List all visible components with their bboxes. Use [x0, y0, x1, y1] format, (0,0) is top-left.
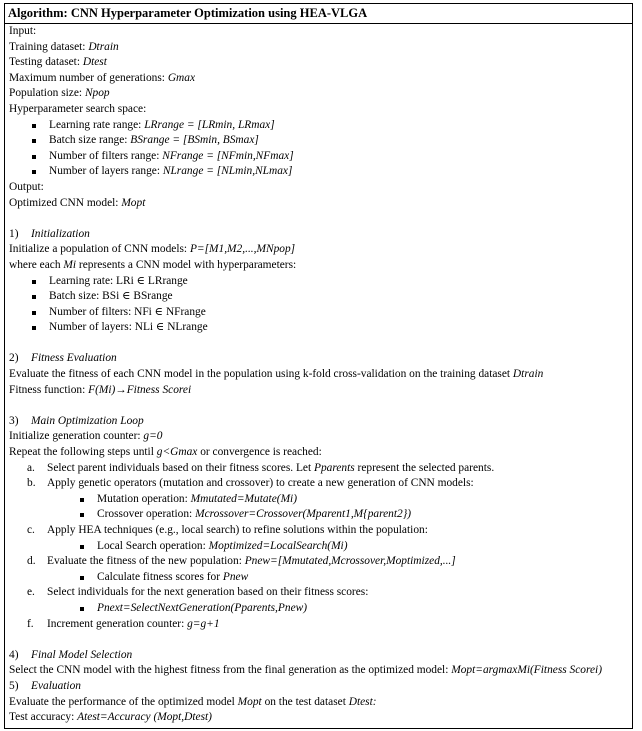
step-f: f. Increment generation counter: g=g+1: [27, 617, 220, 630]
step-b-mutation: Mutation operation: Mmutated=Mutate(Mi): [9, 492, 629, 508]
init-population: Initialize a population of CNN models: P=[M1,M2,...,MNpop]: [9, 243, 296, 256]
final-evaluation: Evaluate the performance of the optimized model Mopt on the test dataset Dtest:: [9, 695, 377, 708]
section-1-heading: 1) Initialization: [9, 227, 90, 240]
section-2-heading: 2) Fitness Evaluation: [9, 352, 117, 365]
output-label: Output:: [9, 180, 44, 193]
step-d-calculate: Calculate fitness scores for Pnew: [9, 570, 629, 586]
step-e: e. Select individuals for the next generation based on their fitness scores:: [27, 586, 369, 599]
range-batch-size: Batch size range: BSrange = [BSmin, BSmax]: [9, 133, 629, 149]
step-e-select-next: Pnext=SelectNextGeneration(Pparents,Pnew): [9, 601, 629, 617]
param-filters: Number of filters: NFi ∈ NFrange: [9, 305, 629, 321]
param-learning-rate: Learning rate: LRi ∈ LRrange: [9, 274, 629, 290]
init-where: where each Mi represents a CNN model with hyperparameters:: [9, 258, 297, 271]
input-label: Input:: [9, 25, 37, 37]
algorithm-body: [9, 24, 629, 726]
range-filters: Number of filters range: NFrange = [NFmin,NFmax]: [9, 149, 629, 165]
step-c: c. Apply HEA techniques (e.g., local search) to refine solutions within the population:: [27, 524, 428, 536]
input-population-size: Population size: Npop: [9, 87, 110, 100]
fitness-function: Fitness function: F(Mi)→Fitness Scorei: [9, 383, 192, 396]
param-layers: Number of layers: NLi ∈ NLrange: [9, 320, 629, 336]
step-b-crossover: Crossover operation: Mcrossover=Crossover(Mparent1,M{parent2}): [9, 507, 629, 523]
param-batch-size: Batch size: BSi ∈ BSrange: [9, 289, 629, 305]
step-b: b. Apply genetic operators (mutation and crossover) to create a new generation of CNN models:: [27, 477, 474, 490]
section-5-heading: 5) Evaluation: [9, 679, 81, 692]
step-d: d. Evaluate the fitness of the new population: Pnew=[Mmutated,Mcrossover,Moptimized,...]: [27, 555, 456, 568]
step-a: a. Select parent individuals based on their fitness scores. Let Pparents represent the selected parents.: [27, 461, 495, 474]
init-counter: Initialize generation counter: g=0: [9, 430, 163, 443]
input-max-generations: Maximum number of generations: Gmax: [9, 71, 196, 84]
section-3-heading: 3) Main Optimization Loop: [9, 414, 144, 427]
output-model: Optimized CNN model: Mopt: [9, 196, 146, 209]
algorithm-title: Algorithm: CNN Hyperparameter Optimization using HEA-VLGA: [4, 3, 633, 24]
final-selection: Select the CNN model with the highest fitness from the final generation as the optimized model: Mopt=argmaxMi(Fitness Scorei): [9, 664, 603, 677]
range-learning-rate: Learning rate range: LRrange = [LRmin, LRmax]: [9, 118, 629, 134]
repeat-until: Repeat the following steps until g<Gmax or convergence is reached:: [9, 446, 322, 459]
test-accuracy: Test accuracy: Atest=Accuracy (Mopt,Dtest): [9, 711, 212, 724]
fitness-eval: Evaluate the fitness of each CNN model in the population using k-fold cross-validation on the training dataset Dtrain: [9, 368, 544, 381]
section-4-heading: 4) Final Model Selection: [9, 648, 133, 661]
input-training: Training dataset: Dtrain: [9, 40, 119, 53]
step-c-local-search: Local Search operation: Moptimized=LocalSearch(Mi): [9, 539, 629, 555]
input-testing: Testing dataset: Dtest: [9, 56, 107, 69]
range-layers: Number of layers range: NLrange = [NLmin,NLmax]: [9, 164, 629, 180]
search-space-label: Hyperparameter search space:: [9, 102, 147, 115]
